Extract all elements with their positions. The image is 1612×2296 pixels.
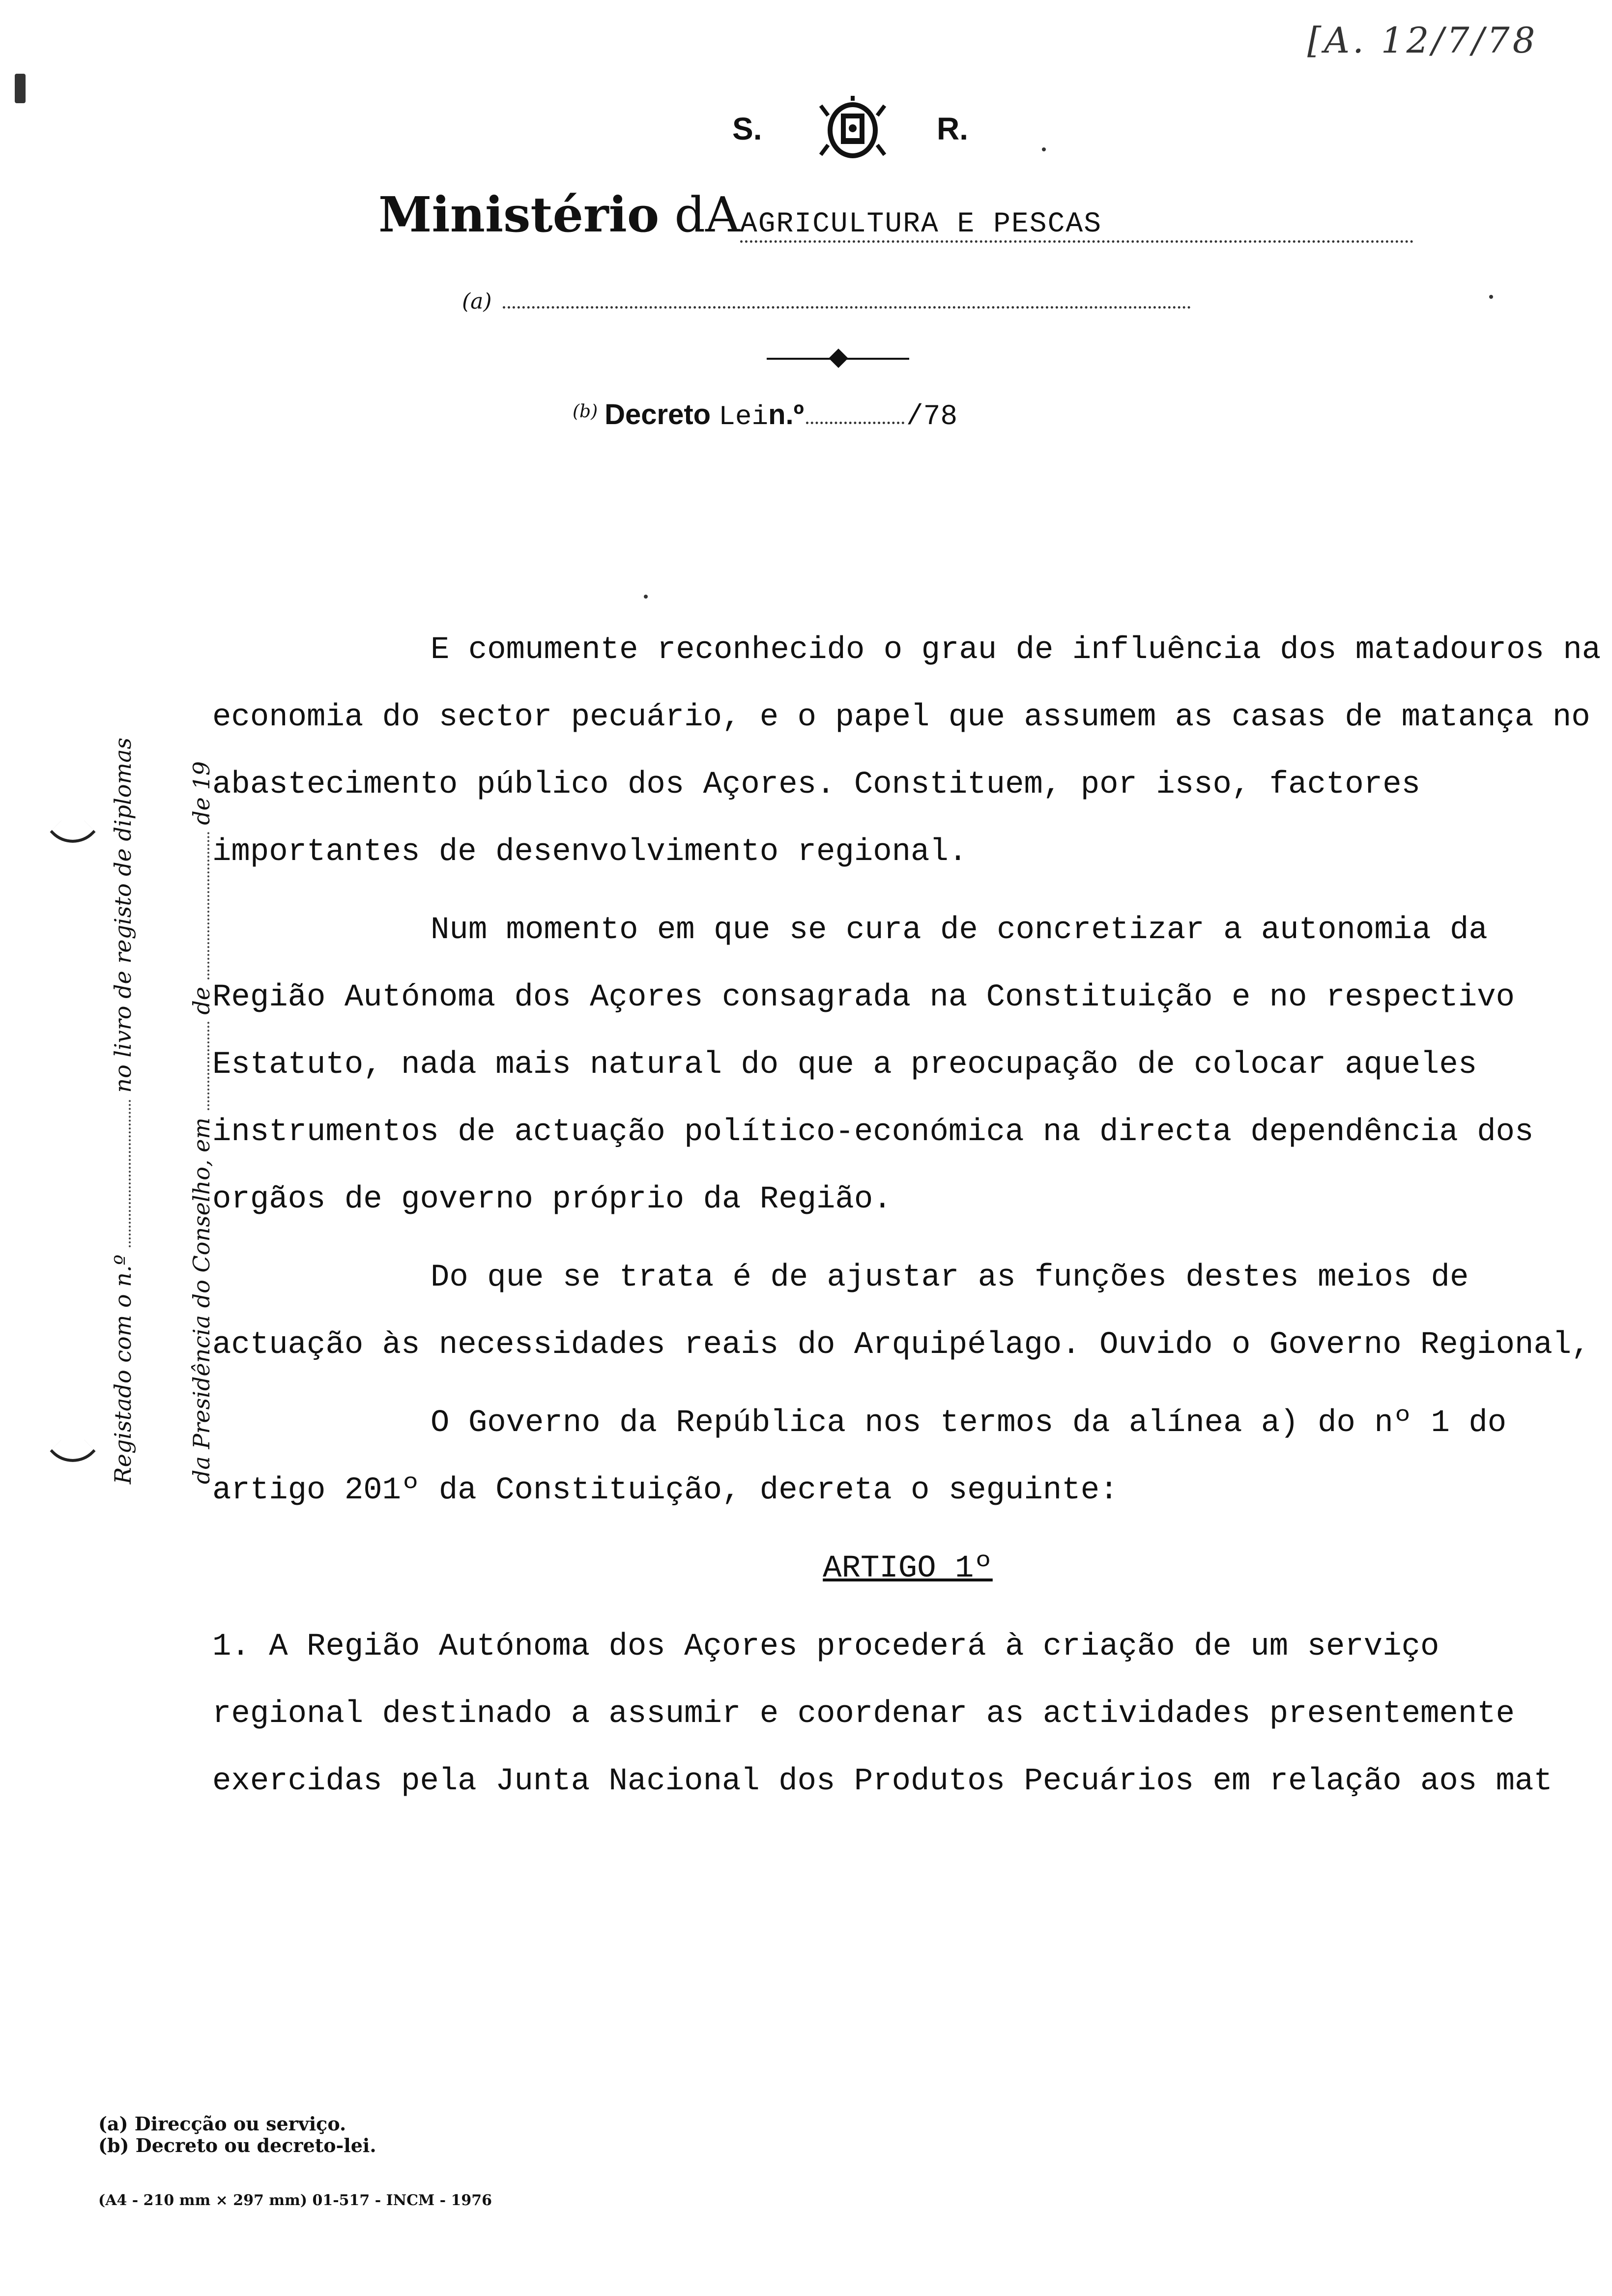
service-line-blank	[503, 290, 1191, 309]
margin-note-line-1-b: no livro de registo de diplomas	[110, 737, 136, 1093]
paragraph-3: Do que se trata é de ajustar as funções destes meios de actuação às necessidades reais do Arquipélago. Ouvido o Governo Regional,	[212, 1260, 1590, 1363]
article-heading: ARTIGO 1º	[823, 1551, 993, 1586]
footnote-b: (b) Decreto ou decreto-lei.	[98, 2134, 376, 2156]
speck-mark	[1489, 295, 1493, 299]
margin-note-line-2-b: de	[188, 987, 215, 1015]
registration-month-blank	[202, 832, 209, 979]
decree-number-blank	[806, 410, 904, 424]
decree-label: Decreto	[604, 399, 711, 430]
letterhead-left-letter: S.	[732, 111, 762, 146]
letterhead-right-letter: R.	[937, 111, 968, 146]
footnote-a: (a) Direcção ou serviço.	[98, 2113, 346, 2135]
decree-body	[212, 617, 1603, 1826]
ministry-heading	[378, 187, 1413, 243]
decree-marker: (b)	[573, 402, 598, 422]
footnotes	[98, 2113, 376, 2156]
decree-lei: Lei	[719, 401, 769, 432]
print-reference: (A4 - 210 mm × 297 mm) 01-517 - INCM - 1976	[98, 2192, 492, 2209]
paragraph-5: 1. A Região Autónoma dos Açores procederá à criação de um serviço regional destinado a assumir e coordenar as actividades presentemente exercidas pela Junta Nacional dos Produtos Pecuários em relação aos mat	[212, 1629, 1553, 1799]
paragraph-2: Num momento em que se cura de concretizar a autonomia da Região Autónoma dos Açores consagrada na Constituição e no respectivo Estatuto, nada mais natural do que a preocupação de colocar aqueles instrumentos de actuação político-económica na directa dependência dos orgãos de governo próprio da Região.	[212, 913, 1534, 1217]
coat-of-arms-icon	[818, 96, 887, 165]
service-line	[462, 289, 1191, 314]
handwritten-annotation: [A. 12/7/78	[1307, 20, 1538, 61]
speck-mark	[15, 74, 26, 103]
registration-day-blank	[202, 1022, 209, 1110]
paragraph-1: E comumente reconhecido o grau de influência dos matadouros na economia do sector pecuário, e o papel que assumem as casas de matança no abastecimento público dos Açores. Constituem, por isso, factores importantes de desenvolvimento regional.	[212, 632, 1601, 870]
margin-note-line-1	[84, 595, 162, 1484]
ministry-da: dA	[674, 187, 740, 243]
paragraph-4: O Governo da República nos termos da alínea a) do nº 1 do artigo 201º da Constituição, decreta o seguinte:	[212, 1406, 1507, 1508]
letterhead-emblem-row	[732, 96, 968, 165]
speck-mark	[1042, 147, 1046, 151]
ministry-label: Ministério	[378, 187, 660, 243]
decree-year: /78	[906, 401, 958, 433]
decree-number-line	[573, 398, 957, 433]
divider-diamond-icon	[829, 348, 848, 368]
speck-mark	[644, 595, 648, 599]
ministry-name: AGRICULTURA E PESCAS	[740, 208, 1413, 243]
decree-no-label: n.º	[768, 399, 804, 430]
service-line-label: (a)	[462, 289, 492, 314]
margin-note-line-1-a: Registado com o n.º	[110, 1254, 136, 1484]
margin-note-line-2-a: da Presidência do Conselho, em	[188, 1117, 215, 1484]
registration-number-blank	[124, 1100, 131, 1247]
margin-note-line-2-c: de 19	[188, 761, 215, 825]
